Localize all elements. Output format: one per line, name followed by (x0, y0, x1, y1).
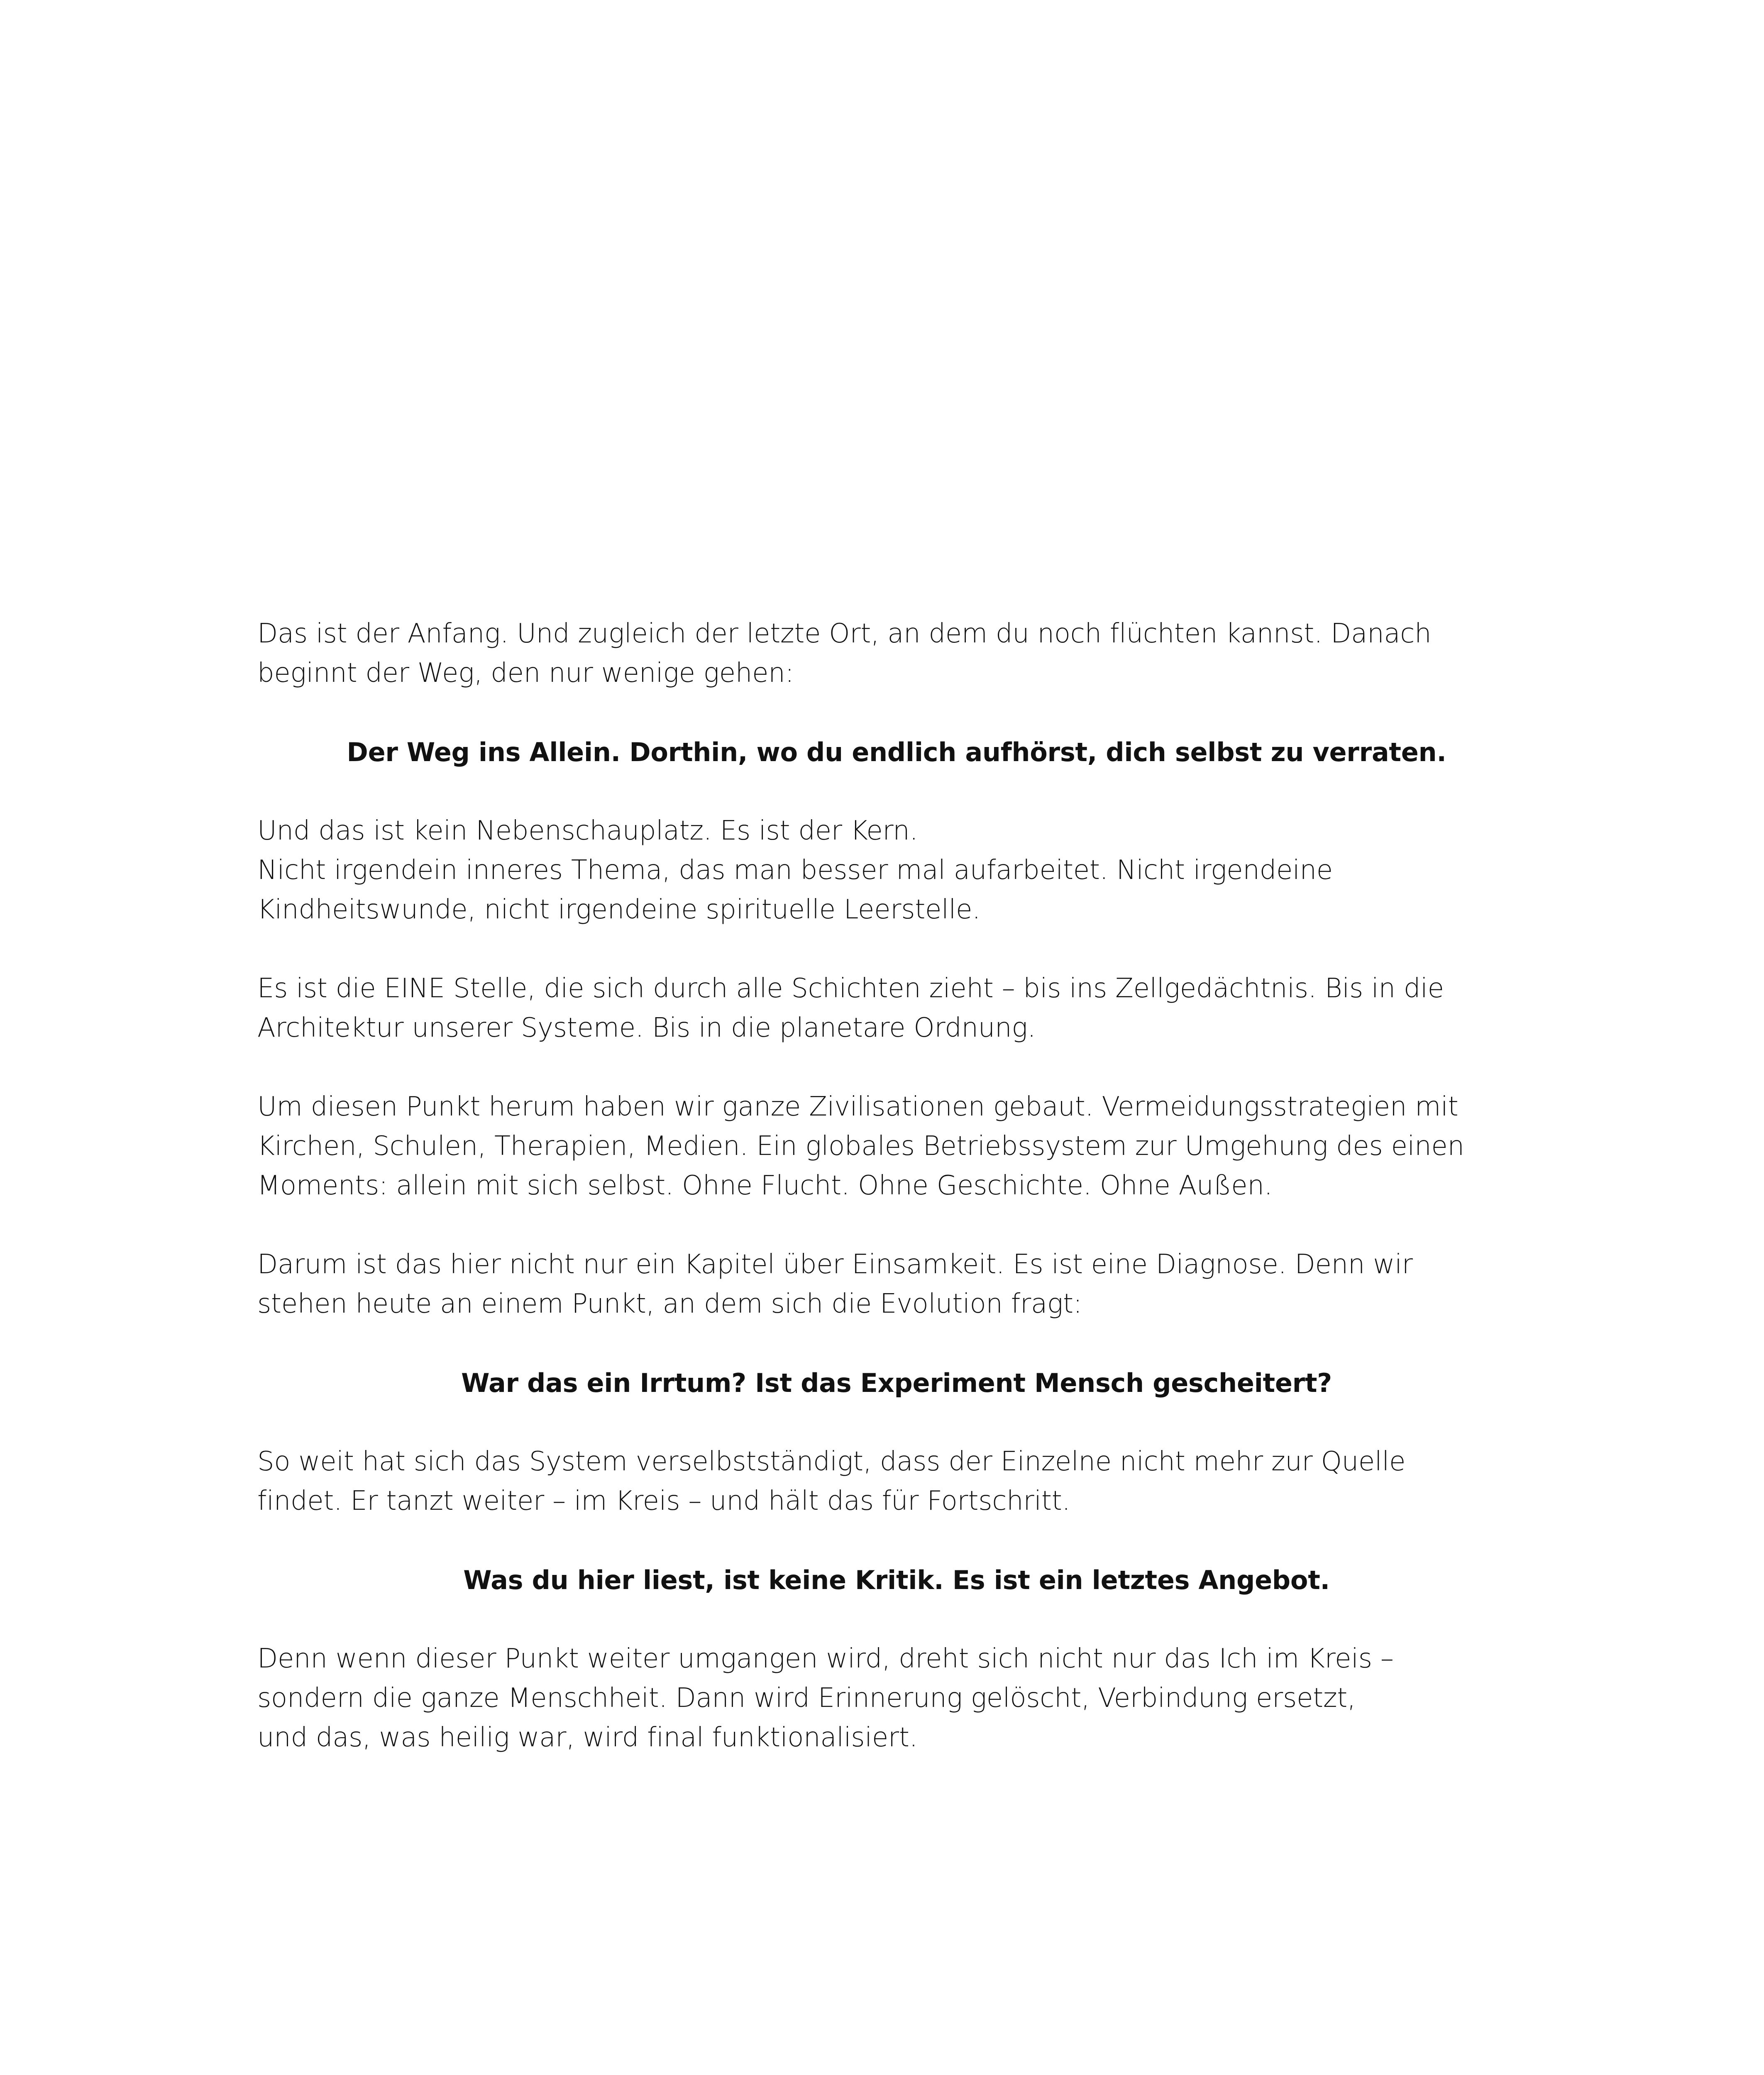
paragraph-civilizations (257, 1087, 1536, 1206)
text-line: Architektur unserer Systeme. Bis in die planetare Ordnung. (257, 1013, 1036, 1043)
text-line: Darum ist das hier nicht nur ein Kapitel über Einsamkeit. Es ist eine Diagnose. Denn wir (257, 1249, 1413, 1280)
paragraph-conclusion (257, 1639, 1536, 1758)
emphasis-heading-1: Der Weg ins Allein. Dorthin, wo du endlich aufhörst, dich selbst zu verraten. (347, 737, 1446, 767)
text-line: So weit hat sich das System verselbstständigt, dass der Einzelne nicht mehr zur Quelle (257, 1446, 1406, 1477)
text-line: Nicht irgendein inneres Thema, das man besser mal aufarbeitet. Nicht irgendeine (257, 855, 1333, 886)
text-line: Kindheitswunde, nicht irgendeine spirituelle Leerstelle. (257, 894, 981, 925)
emphasis-heading-3: Was du hier liest, ist keine Kritik. Es ist ein letztes Angebot. (463, 1565, 1330, 1595)
body-text (257, 614, 1536, 1797)
text-line: Das ist der Anfang. Und zugleich der letzte Ort, an dem du noch flüchten kannst. Danach (257, 618, 1432, 649)
text-line: stehen heute an einem Punkt, an dem sich die Evolution fragt: (257, 1289, 1082, 1319)
text-line: sondern die ganze Menschheit. Dann wird Erinnerung gelöscht, Verbindung ersetzt, (257, 1683, 1356, 1714)
paragraph-one-place (257, 969, 1536, 1048)
text-line: beginnt der Weg, den nur wenige gehen: (257, 658, 794, 688)
emphasis-heading-2: War das ein Irrtum? Ist das Experiment Mensch gescheitert? (461, 1368, 1332, 1398)
text-line: Und das ist kein Nebenschauplatz. Es ist der Kern. (257, 815, 918, 846)
paragraph-intro (257, 614, 1536, 693)
text-line: Um diesen Punkt herum haben wir ganze Zivilisationen gebaut. Vermeidungsstrategien mit (257, 1091, 1459, 1122)
text-line: Kirchen, Schulen, Therapien, Medien. Ein globales Betriebssystem zur Umgehung des einen (257, 1131, 1464, 1162)
text-line: Denn wenn dieser Punkt weiter umgangen wird, dreht sich nicht nur das Ich im Kreis – (257, 1643, 1394, 1674)
text-line: Moments: allein mit sich selbst. Ohne Flucht. Ohne Geschichte. Ohne Außen. (257, 1170, 1273, 1201)
paragraph-core (257, 811, 1536, 930)
text-line: Es ist die EINE Stelle, die sich durch alle Schichten zieht – bis ins Zellgedächtnis. Bis in die (257, 973, 1444, 1004)
paragraph-diagnosis (257, 1245, 1536, 1324)
text-line: findet. Er tanzt weiter – im Kreis – und hält das für Fortschritt. (257, 1486, 1070, 1516)
paragraph-system (257, 1442, 1536, 1521)
text-line: und das, was heilig war, wird final funktionalisiert. (257, 1722, 918, 1753)
